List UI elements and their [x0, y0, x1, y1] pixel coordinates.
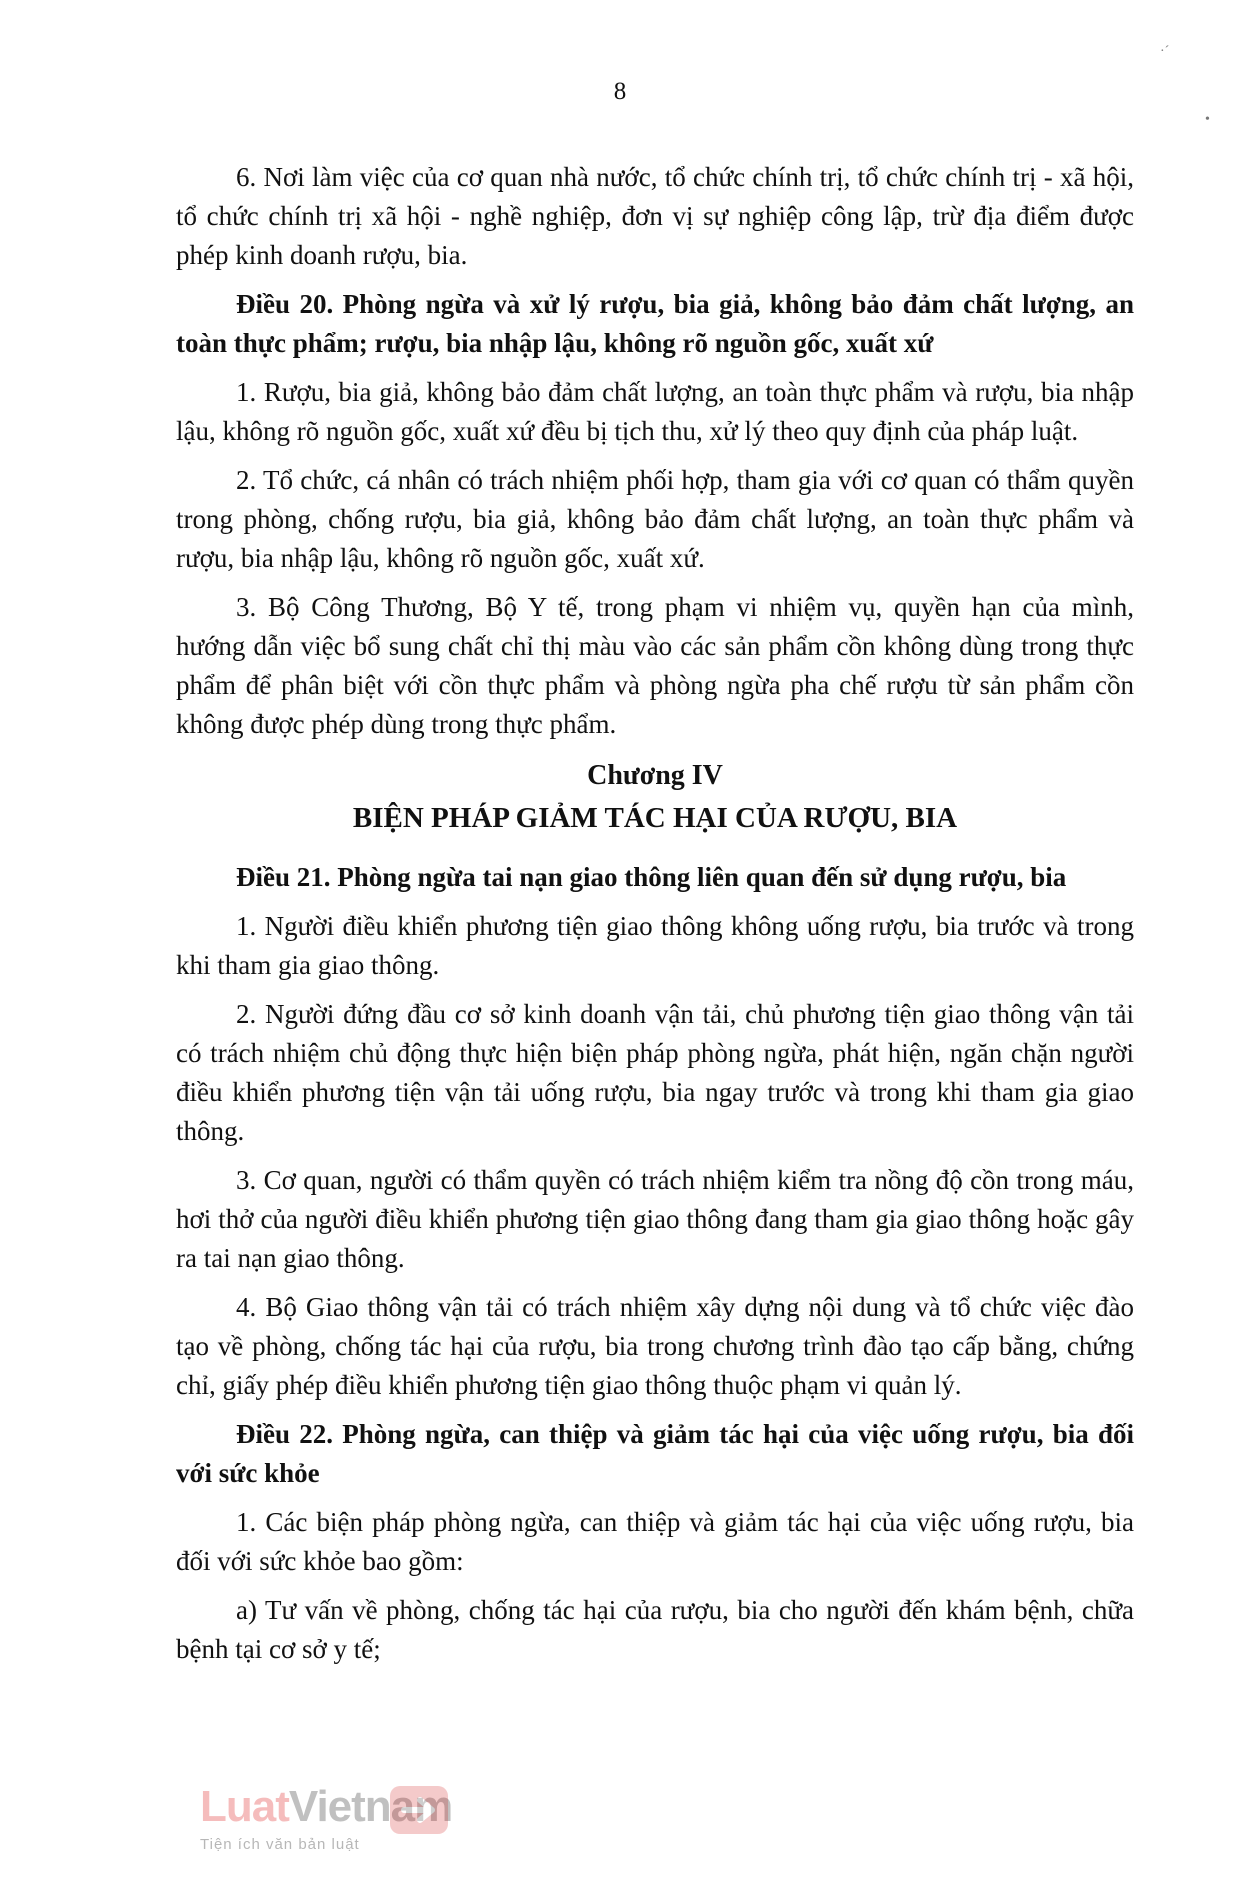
- article-21-clause-4: 4. Bộ Giao thông vận tải có trách nhiệm xây dựng nội dung và tổ chức việc đào tạo về phòng, chống tác hại của rượu, bia trong chương trình đào tạo cấp bằng, chứng chỉ, giấy phép điều khiển phương tiện giao thông thuộc phạm vi quản lý.: [176, 1292, 1134, 1400]
- article-20-clause-2: 2. Tổ chức, cá nhân có trách nhiệm phối hợp, tham gia với cơ quan có thẩm quyền trong phòng, chống rượu, bia giả, không bảo đảm chất lượng, an toàn thực phẩm và rượu, bia nhập lậu, không rõ nguồn gốc, xuất xứ.: [176, 465, 1134, 573]
- article-20-clause-1: 1. Rượu, bia giả, không bảo đảm chất lượng, an toàn thực phẩm và rượu, bia nhập lậu, không rõ nguồn gốc, xuất xứ đều bị tịch thu, xử lý theo quy định của pháp luật.: [176, 377, 1134, 446]
- page-number: 8: [613, 78, 627, 105]
- article-21-title: Điều 21. Phòng ngừa tai nạn giao thông liên quan đến sử dụng rượu, bia: [236, 862, 1067, 892]
- article-22-title: Điều 22. Phòng ngừa, can thiệp và giảm tác hại của việc uống rượu, bia đối với sức khỏe: [176, 1419, 1134, 1488]
- chapter-label: Chương IV: [587, 760, 723, 791]
- article-22-clause-1a: a) Tư vấn về phòng, chống tác hại của rượu, bia cho người đến khám bệnh, chữa bệnh tại cơ sở y tế;: [176, 1595, 1134, 1664]
- article-20-clause-3: 3. Bộ Công Thương, Bộ Y tế, trong phạm vi nhiệm vụ, quyền hạn của mình, hướng dẫn việc bổ sung chất chỉ thị màu vào các sản phẩm cồn không dùng trong thực phẩm để phân biệt với cồn thực phẩm và phòng ngừa pha chế rượu từ sản phẩm cồn không được phép dùng trong thực phẩm.: [176, 592, 1134, 739]
- article-21-clause-3: 3. Cơ quan, người có thẩm quyền có trách nhiệm kiểm tra nồng độ cồn trong máu, hơi thở của người điều khiển phương tiện giao thông đang tham gia giao thông hoặc gây ra tai nạn giao thông.: [176, 1165, 1134, 1273]
- watermark-logo: [200, 1782, 460, 1882]
- article-22-clause-1: 1. Các biện pháp phòng ngừa, can thiệp và giảm tác hại của việc uống rượu, bia đối với sức khỏe bao gồm:: [176, 1507, 1134, 1576]
- chapter-heading: [176, 756, 1134, 840]
- watermark-brand-vietnam: Vietnam: [288, 1782, 453, 1831]
- article-21-clause-2: 2. Người đứng đầu cơ sở kinh doanh vận tải, chủ phương tiện giao thông vận tải có trách nhiệm chủ động thực hiện biện pháp phòng ngừa, phát hiện, ngăn chặn người điều khiển phương tiện vận tải uống rượu, bia ngay trước và trong khi tham gia giao thông.: [176, 999, 1134, 1146]
- scan-mark-top: ·´: [1160, 44, 1170, 59]
- paragraph-6: 6. Nơi làm việc của cơ quan nhà nước, tổ chức chính trị, tổ chức chính trị - xã hội, tổ chức chính trị xã hội - nghề nghiệp, đơn vị sự nghiệp công lập, trừ địa điểm được phép kinh doanh rượu, bia.: [176, 162, 1134, 270]
- watermark-tagline: Tiện ích văn bản luật: [200, 1836, 360, 1853]
- chapter-title: BIỆN PHÁP GIẢM TÁC HẠI CỦA RƯỢU, BIA: [352, 802, 958, 834]
- scan-mark-right: •: [1205, 112, 1210, 127]
- article-20-title: Điều 20. Phòng ngừa và xử lý rượu, bia giả, không bảo đảm chất lượng, an toàn thực phẩm; rượu, bia nhập lậu, không rõ nguồn gốc, xuất xứ: [176, 289, 1134, 358]
- article-21-clause-1: 1. Người điều khiển phương tiện giao thông không uống rượu, bia trước và trong khi tham gia giao thông.: [176, 911, 1134, 980]
- watermark-brand-luat: Luat: [200, 1782, 289, 1831]
- arrow-icon: [388, 1782, 450, 1838]
- document-body: [176, 158, 1134, 1679]
